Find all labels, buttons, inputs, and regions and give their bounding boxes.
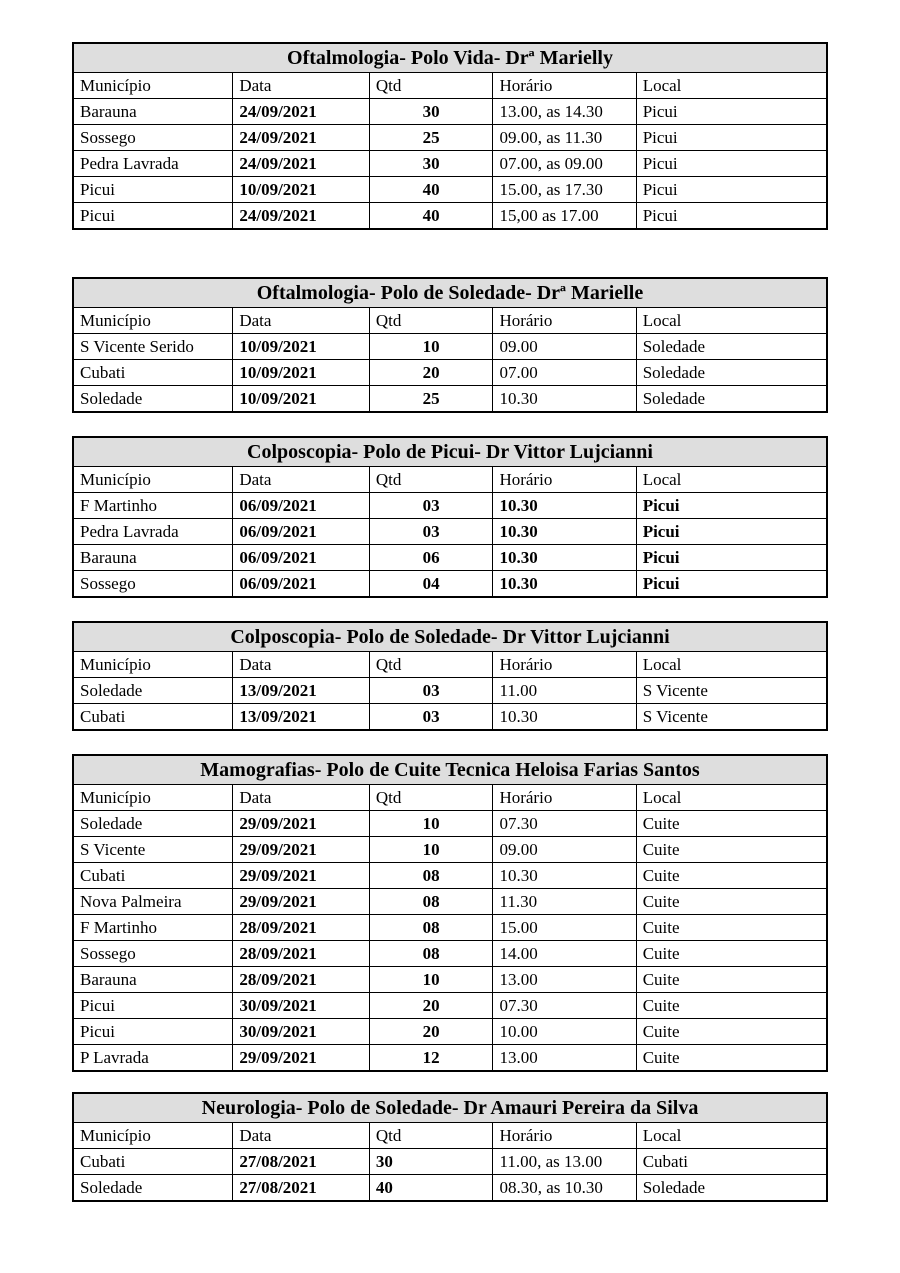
municipio-cell: Sossego bbox=[73, 571, 233, 598]
header-row bbox=[73, 308, 827, 334]
qtd-cell: 40 bbox=[369, 177, 493, 203]
municipio-cell: Picui bbox=[73, 993, 233, 1019]
qtd-cell: 08 bbox=[369, 941, 493, 967]
table-row bbox=[73, 915, 827, 941]
table-row bbox=[73, 334, 827, 360]
local-cell: Cubati bbox=[636, 1149, 827, 1175]
table-row bbox=[73, 1149, 827, 1175]
horario-cell: 10.30 bbox=[493, 571, 636, 598]
table-row bbox=[73, 1045, 827, 1072]
qtd-cell: 40 bbox=[369, 203, 493, 230]
column-header: Horário bbox=[493, 1123, 636, 1149]
horario-cell: 10.30 bbox=[493, 704, 636, 731]
municipio-cell: Barauna bbox=[73, 545, 233, 571]
table-row bbox=[73, 811, 827, 837]
municipio-cell: S Vicente Serido bbox=[73, 334, 233, 360]
title-row bbox=[73, 755, 827, 785]
local-cell: Cuite bbox=[636, 941, 827, 967]
data-cell: 28/09/2021 bbox=[233, 941, 369, 967]
schedule-table-4 bbox=[72, 621, 828, 731]
document-page bbox=[72, 42, 828, 1222]
municipio-cell: Sossego bbox=[73, 125, 233, 151]
title-row bbox=[73, 278, 827, 308]
qtd-cell: 40 bbox=[369, 1175, 493, 1202]
data-cell: 28/09/2021 bbox=[233, 915, 369, 941]
table-row bbox=[73, 837, 827, 863]
table-title: Colposcopia- Polo de Picui- Dr Vittor Lujcianni bbox=[73, 437, 827, 467]
qtd-cell: 20 bbox=[369, 360, 493, 386]
column-header: Município bbox=[73, 467, 233, 493]
data-cell: 06/09/2021 bbox=[233, 545, 369, 571]
local-cell: Picui bbox=[636, 125, 827, 151]
title-row bbox=[73, 622, 827, 652]
horario-cell: 15.00 bbox=[493, 915, 636, 941]
horario-cell: 10.30 bbox=[493, 386, 636, 413]
local-cell: Picui bbox=[636, 203, 827, 230]
local-cell: Cuite bbox=[636, 837, 827, 863]
data-cell: 10/09/2021 bbox=[233, 360, 369, 386]
municipio-cell: Nova Palmeira bbox=[73, 889, 233, 915]
column-header: Município bbox=[73, 308, 233, 334]
horario-cell: 10.30 bbox=[493, 519, 636, 545]
data-cell: 13/09/2021 bbox=[233, 678, 369, 704]
horario-cell: 13.00 bbox=[493, 967, 636, 993]
local-cell: Picui bbox=[636, 151, 827, 177]
header-row bbox=[73, 652, 827, 678]
qtd-cell: 06 bbox=[369, 545, 493, 571]
data-cell: 10/09/2021 bbox=[233, 334, 369, 360]
column-header: Local bbox=[636, 785, 827, 811]
title-row bbox=[73, 437, 827, 467]
data-cell: 29/09/2021 bbox=[233, 1045, 369, 1072]
column-header: Horário bbox=[493, 652, 636, 678]
municipio-cell: Pedra Lavrada bbox=[73, 151, 233, 177]
schedule-table-2 bbox=[72, 277, 828, 413]
horario-cell: 10.30 bbox=[493, 863, 636, 889]
qtd-cell: 10 bbox=[369, 811, 493, 837]
table-row bbox=[73, 863, 827, 889]
municipio-cell: Sossego bbox=[73, 941, 233, 967]
horario-cell: 11.30 bbox=[493, 889, 636, 915]
municipio-cell: Cubati bbox=[73, 1149, 233, 1175]
qtd-cell: 03 bbox=[369, 493, 493, 519]
table-row bbox=[73, 203, 827, 230]
table-title: Neurologia- Polo de Soledade- Dr Amauri Pereira da Silva bbox=[73, 1093, 827, 1123]
horario-cell: 10.00 bbox=[493, 1019, 636, 1045]
local-cell: Cuite bbox=[636, 915, 827, 941]
schedule-table-6 bbox=[72, 1092, 828, 1202]
municipio-cell: F Martinho bbox=[73, 915, 233, 941]
data-cell: 28/09/2021 bbox=[233, 967, 369, 993]
qtd-cell: 04 bbox=[369, 571, 493, 598]
data-cell: 27/08/2021 bbox=[233, 1149, 369, 1175]
local-cell: Cuite bbox=[636, 811, 827, 837]
qtd-cell: 08 bbox=[369, 915, 493, 941]
column-header: Qtd bbox=[369, 308, 493, 334]
column-header: Horário bbox=[493, 467, 636, 493]
table-row bbox=[73, 678, 827, 704]
local-cell: Picui bbox=[636, 493, 827, 519]
horario-cell: 07.30 bbox=[493, 811, 636, 837]
column-header: Horário bbox=[493, 73, 636, 99]
column-header: Local bbox=[636, 467, 827, 493]
qtd-cell: 30 bbox=[369, 151, 493, 177]
table-row bbox=[73, 571, 827, 598]
table-row bbox=[73, 99, 827, 125]
title-row bbox=[73, 43, 827, 73]
local-cell: Picui bbox=[636, 99, 827, 125]
table-row bbox=[73, 967, 827, 993]
table-title: Oftalmologia- Polo Vida- Drª Marielly bbox=[73, 43, 827, 73]
column-header: Qtd bbox=[369, 1123, 493, 1149]
horario-cell: 07.00 bbox=[493, 360, 636, 386]
data-cell: 24/09/2021 bbox=[233, 203, 369, 230]
local-cell: Soledade bbox=[636, 334, 827, 360]
table-row bbox=[73, 545, 827, 571]
municipio-cell: Pedra Lavrada bbox=[73, 519, 233, 545]
column-header: Município bbox=[73, 785, 233, 811]
qtd-cell: 25 bbox=[369, 386, 493, 413]
data-cell: 10/09/2021 bbox=[233, 177, 369, 203]
local-cell: Cuite bbox=[636, 993, 827, 1019]
column-header: Local bbox=[636, 652, 827, 678]
qtd-cell: 03 bbox=[369, 704, 493, 731]
header-row bbox=[73, 467, 827, 493]
data-cell: 24/09/2021 bbox=[233, 125, 369, 151]
table-row bbox=[73, 889, 827, 915]
header-row bbox=[73, 1123, 827, 1149]
local-cell: Picui bbox=[636, 519, 827, 545]
data-cell: 29/09/2021 bbox=[233, 863, 369, 889]
column-header: Data bbox=[233, 785, 369, 811]
column-header: Local bbox=[636, 1123, 827, 1149]
column-header: Data bbox=[233, 308, 369, 334]
table-title: Oftalmologia- Polo de Soledade- Drª Marielle bbox=[73, 278, 827, 308]
table-row bbox=[73, 360, 827, 386]
horario-cell: 13.00 bbox=[493, 1045, 636, 1072]
table-row bbox=[73, 386, 827, 413]
column-header: Data bbox=[233, 1123, 369, 1149]
table-title: Mamografias- Polo de Cuite Tecnica Heloisa Farias Santos bbox=[73, 755, 827, 785]
data-cell: 06/09/2021 bbox=[233, 571, 369, 598]
municipio-cell: Picui bbox=[73, 203, 233, 230]
schedule-table-1 bbox=[72, 42, 828, 230]
local-cell: Picui bbox=[636, 177, 827, 203]
column-header: Qtd bbox=[369, 467, 493, 493]
data-cell: 24/09/2021 bbox=[233, 151, 369, 177]
qtd-cell: 20 bbox=[369, 1019, 493, 1045]
local-cell: Cuite bbox=[636, 889, 827, 915]
local-cell: Picui bbox=[636, 545, 827, 571]
horario-cell: 11.00, as 13.00 bbox=[493, 1149, 636, 1175]
qtd-cell: 10 bbox=[369, 334, 493, 360]
schedule-table-5 bbox=[72, 754, 828, 1072]
data-cell: 13/09/2021 bbox=[233, 704, 369, 731]
horario-cell: 08.30, as 10.30 bbox=[493, 1175, 636, 1202]
municipio-cell: Soledade bbox=[73, 1175, 233, 1202]
qtd-cell: 08 bbox=[369, 889, 493, 915]
local-cell: Picui bbox=[636, 571, 827, 598]
column-header: Município bbox=[73, 652, 233, 678]
horario-cell: 09.00, as 11.30 bbox=[493, 125, 636, 151]
table-row bbox=[73, 993, 827, 1019]
municipio-cell: Soledade bbox=[73, 811, 233, 837]
qtd-cell: 25 bbox=[369, 125, 493, 151]
horario-cell: 09.00 bbox=[493, 837, 636, 863]
horario-cell: 15,00 as 17.00 bbox=[493, 203, 636, 230]
qtd-cell: 08 bbox=[369, 863, 493, 889]
qtd-cell: 30 bbox=[369, 1149, 493, 1175]
table-row bbox=[73, 177, 827, 203]
table-row bbox=[73, 1175, 827, 1202]
qtd-cell: 10 bbox=[369, 967, 493, 993]
column-header: Horário bbox=[493, 785, 636, 811]
table-row bbox=[73, 1019, 827, 1045]
data-cell: 30/09/2021 bbox=[233, 1019, 369, 1045]
data-cell: 29/09/2021 bbox=[233, 837, 369, 863]
municipio-cell: S Vicente bbox=[73, 837, 233, 863]
data-cell: 29/09/2021 bbox=[233, 811, 369, 837]
table-title: Colposcopia- Polo de Soledade- Dr Vittor Lujcianni bbox=[73, 622, 827, 652]
qtd-cell: 03 bbox=[369, 678, 493, 704]
local-cell: Cuite bbox=[636, 967, 827, 993]
column-header: Qtd bbox=[369, 652, 493, 678]
municipio-cell: Cubati bbox=[73, 360, 233, 386]
horario-cell: 10.30 bbox=[493, 493, 636, 519]
local-cell: Soledade bbox=[636, 360, 827, 386]
local-cell: Soledade bbox=[636, 1175, 827, 1202]
municipio-cell: Cubati bbox=[73, 863, 233, 889]
column-header: Data bbox=[233, 652, 369, 678]
column-header: Local bbox=[636, 73, 827, 99]
column-header: Qtd bbox=[369, 73, 493, 99]
horario-cell: 13.00, as 14.30 bbox=[493, 99, 636, 125]
municipio-cell: P Lavrada bbox=[73, 1045, 233, 1072]
qtd-cell: 30 bbox=[369, 99, 493, 125]
horario-cell: 09.00 bbox=[493, 334, 636, 360]
horario-cell: 07.00, as 09.00 bbox=[493, 151, 636, 177]
municipio-cell: Barauna bbox=[73, 967, 233, 993]
table-row bbox=[73, 151, 827, 177]
column-header: Data bbox=[233, 73, 369, 99]
column-header: Município bbox=[73, 1123, 233, 1149]
local-cell: S Vicente bbox=[636, 704, 827, 731]
municipio-cell: Barauna bbox=[73, 99, 233, 125]
column-header: Local bbox=[636, 308, 827, 334]
local-cell: Cuite bbox=[636, 863, 827, 889]
data-cell: 24/09/2021 bbox=[233, 99, 369, 125]
data-cell: 29/09/2021 bbox=[233, 889, 369, 915]
horario-cell: 10.30 bbox=[493, 545, 636, 571]
local-cell: Cuite bbox=[636, 1045, 827, 1072]
municipio-cell: Soledade bbox=[73, 386, 233, 413]
data-cell: 06/09/2021 bbox=[233, 493, 369, 519]
qtd-cell: 20 bbox=[369, 993, 493, 1019]
municipio-cell: Soledade bbox=[73, 678, 233, 704]
municipio-cell: Picui bbox=[73, 177, 233, 203]
local-cell: Soledade bbox=[636, 386, 827, 413]
horario-cell: 14.00 bbox=[493, 941, 636, 967]
column-header: Data bbox=[233, 467, 369, 493]
header-row bbox=[73, 785, 827, 811]
qtd-cell: 03 bbox=[369, 519, 493, 545]
local-cell: S Vicente bbox=[636, 678, 827, 704]
data-cell: 30/09/2021 bbox=[233, 993, 369, 1019]
header-row bbox=[73, 73, 827, 99]
table-row bbox=[73, 493, 827, 519]
municipio-cell: Cubati bbox=[73, 704, 233, 731]
horario-cell: 15.00, as 17.30 bbox=[493, 177, 636, 203]
table-row bbox=[73, 125, 827, 151]
data-cell: 27/08/2021 bbox=[233, 1175, 369, 1202]
horario-cell: 11.00 bbox=[493, 678, 636, 704]
column-header: Município bbox=[73, 73, 233, 99]
title-row bbox=[73, 1093, 827, 1123]
municipio-cell: F Martinho bbox=[73, 493, 233, 519]
data-cell: 10/09/2021 bbox=[233, 386, 369, 413]
column-header: Horário bbox=[493, 308, 636, 334]
qtd-cell: 10 bbox=[369, 837, 493, 863]
table-row bbox=[73, 519, 827, 545]
horario-cell: 07.30 bbox=[493, 993, 636, 1019]
table-row bbox=[73, 704, 827, 731]
table-row bbox=[73, 941, 827, 967]
schedule-table-3 bbox=[72, 436, 828, 598]
qtd-cell: 12 bbox=[369, 1045, 493, 1072]
municipio-cell: Picui bbox=[73, 1019, 233, 1045]
local-cell: Cuite bbox=[636, 1019, 827, 1045]
data-cell: 06/09/2021 bbox=[233, 519, 369, 545]
column-header: Qtd bbox=[369, 785, 493, 811]
